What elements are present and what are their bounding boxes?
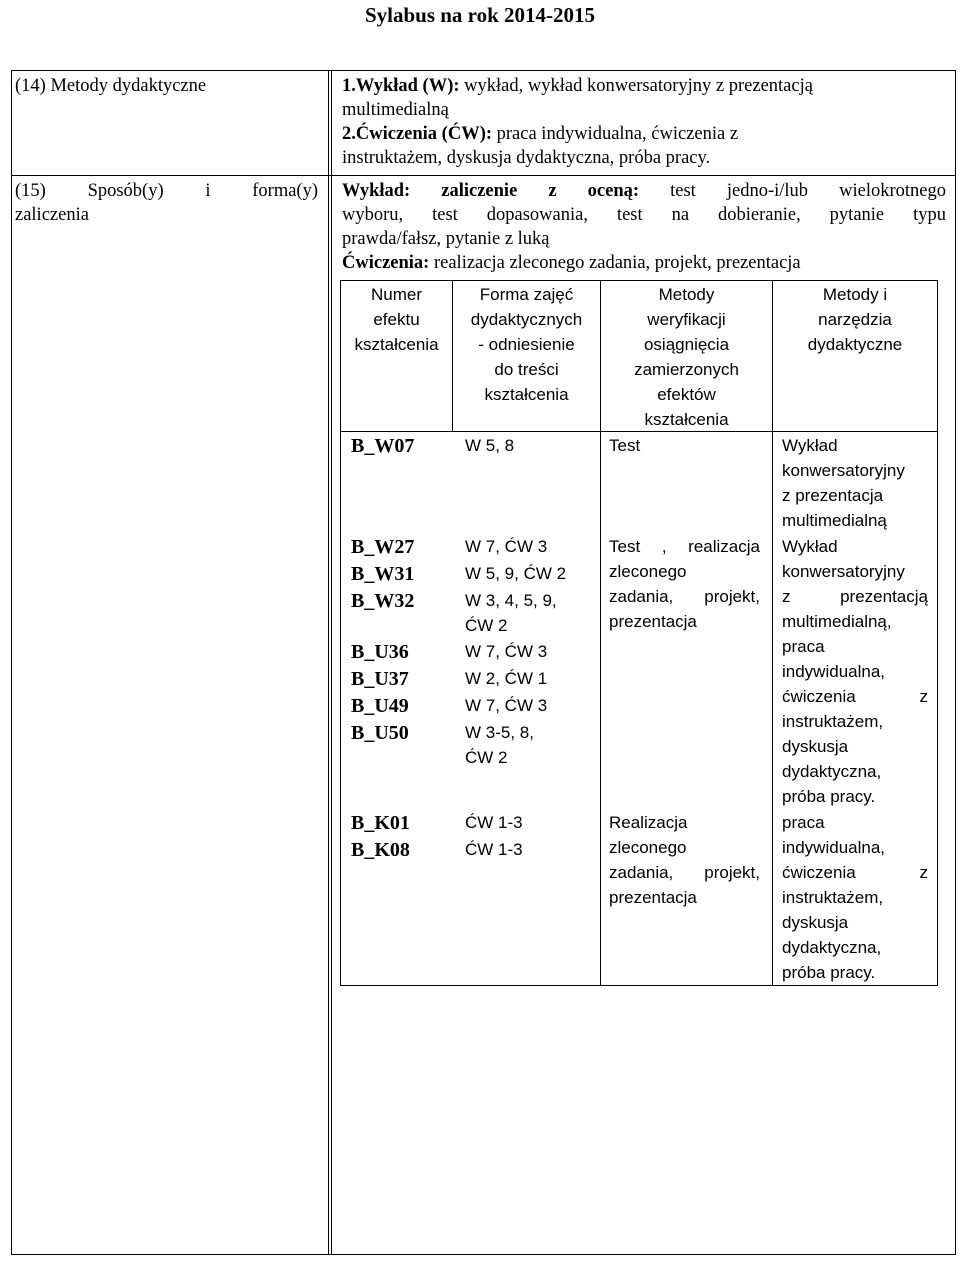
class-form: ĆW 1-3 [465,813,523,832]
row15-label-line2: zaliczenia [15,205,89,225]
row15-label-line1: (15) Sposób(y) i forma(y) [15,181,318,201]
class-form: W 5, 9, ĆW 2 [465,564,567,583]
effect-code: B_U49 [351,695,409,717]
class-form: W 7, ĆW 3 [465,537,548,556]
row14-line1: 1.Wykład (W): wykład, wykład konwersatoryjny z prezentacją [342,76,813,96]
class-form: ĆW 1-3 [465,840,523,859]
page-title: Sylabus na rok 2014-2015 [364,3,596,27]
header-verification-methods: Metody weryfikacji osiągnięcia zamierzonych efektów kształcenia [634,285,739,429]
effect-code: B_K01 [351,812,410,834]
row14-line2: multimedialną [342,100,449,120]
row15-line2: wyboru, test dopasowania, test na dobieranie, pytanie typu [342,205,946,225]
row15-content [342,179,946,275]
effect-code: B_W27 [351,536,415,558]
verification-method: Realizacja zleconego zadania, projekt, prezentacja [609,813,760,907]
exercises-heading: 2.Ćwiczenia (ĆW): [342,124,493,144]
effect-code: B_K08 [351,839,410,861]
row15-line3: prawda/fałsz, pytanie z luką [342,229,550,249]
header-class-form: Forma zajęć dydaktycznych - odniesienie do treści kształcenia [470,285,583,404]
column-divider [331,71,332,1254]
row-divider [12,175,955,176]
row14-line3: 2.Ćwiczenia (ĆW): praca indywidualna, ćwiczenia z [342,124,739,144]
row14-line4: instruktażem, dyskusja dydaktyczna, próba pracy. [342,148,711,168]
class-form: W 7, ĆW 3 [465,642,548,661]
inner-col-divider [772,281,773,985]
effect-code: B_U36 [351,641,409,663]
row15-line4: Ćwiczenia: realizacja zleconego zadania, projekt, prezentacja [342,253,801,273]
effect-code: B_W32 [351,590,415,612]
class-form: W 7, ĆW 3 [465,696,548,715]
verification-method: Test [609,436,641,455]
row14-content [342,74,952,170]
effect-code: B_W07 [351,435,415,457]
teaching-tools: Wykład konwersatoryjny z prezentacją multimedialną, praca indywidualna, ćwiczenia z instruktażem, dyskusja dydaktyczna, próba pracy. [782,537,928,806]
verification-method: Test , realizacja zleconego zadania, projekt, prezentacja [609,537,760,631]
teaching-tools: praca indywidualna, ćwiczenia z instruktażem, dyskusja dydaktyczna, próba pracy. [782,813,928,982]
lecture-heading: 1.Wykład (W): [342,76,460,96]
effect-code: B_U37 [351,668,409,690]
class-form: W 3, 4, 5, 9, ĆW 2 [465,591,557,635]
teaching-tools: Wykład konwersatoryjny z prezentacja multimedialną [782,436,905,530]
class-form: W 3-5, 8, ĆW 2 [465,723,534,767]
header-teaching-tools: Metody i narzędzia dydaktyczne [807,285,903,354]
effect-code: B_W31 [351,563,415,585]
row15-label [15,179,318,227]
class-form: W 2, ĆW 1 [465,669,548,688]
header-effect-number: Numer efektu kształcenia [354,285,439,354]
effect-code: B_U50 [351,722,409,744]
class-form: W 5, 8 [465,436,515,455]
effects-table [340,280,938,986]
column-divider [328,71,329,1254]
row14-label: (14) Metody dydaktyczne [15,76,207,96]
row15-line1: Wykład: zaliczenie z oceną: test jedno-i/lub wielokrotnego [342,181,946,201]
